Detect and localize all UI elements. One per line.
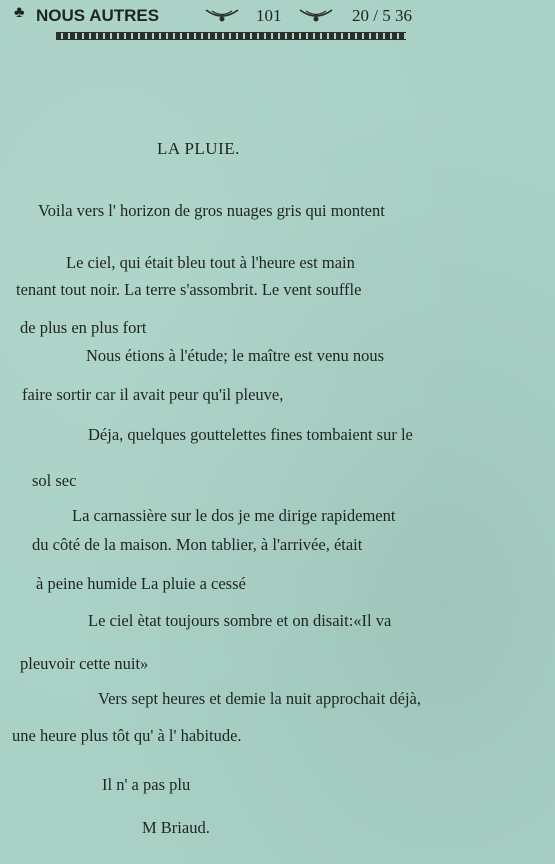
- header-date: 20 / 5 36: [352, 6, 412, 25]
- poem-title: LA PLUIE.: [157, 139, 240, 158]
- text-line: Nous étions à l'étude; le maître est venu nous: [86, 346, 385, 365]
- text-line: tenant tout noir. La terre s'assombrit. Le vent souffle: [16, 280, 362, 299]
- text-line: faire sortir car il avait peur qu'il pleuve,: [22, 385, 284, 404]
- text-line: du côté de la maison. Mon tablier, à l'arrivée, était: [32, 535, 363, 554]
- text-line: pleuvoir cette nuit»: [20, 654, 149, 673]
- text-line: à peine humide La pluie a cessé: [36, 574, 246, 593]
- text-line: La carnassière sur le dos je me dirige rapidement: [72, 506, 396, 525]
- text-line: Déja, quelques gouttelettes fines tombaient sur le: [88, 425, 413, 444]
- text-line: Le ciel ètat toujours sombre et on disait:«Il va: [88, 611, 392, 630]
- ornament-right-icon: [298, 6, 334, 24]
- text-line: Voila vers l' horizon de gros nuages gris qui montent: [38, 201, 385, 220]
- text-line: Le ciel, qui était bleu tout à l'heure est main: [66, 253, 355, 272]
- text-line: sol sec: [32, 471, 77, 490]
- page-header: [14, 4, 444, 26]
- text-line: de plus en plus fort: [20, 318, 147, 337]
- text-line: Il n' a pas plu: [102, 775, 191, 794]
- text-line: une heure plus tôt qu' à l' habitude.: [12, 726, 242, 745]
- signature: M Briaud.: [142, 818, 210, 837]
- header-ornament-border: [56, 32, 406, 40]
- clover-icon: ♣: [14, 4, 25, 21]
- page-number: 101: [256, 6, 282, 25]
- ornament-left-icon: [204, 6, 240, 24]
- text-line: Vers sept heures et demie la nuit approchait déjà,: [98, 689, 422, 708]
- journal-title: NOUS AUTRES: [36, 6, 160, 25]
